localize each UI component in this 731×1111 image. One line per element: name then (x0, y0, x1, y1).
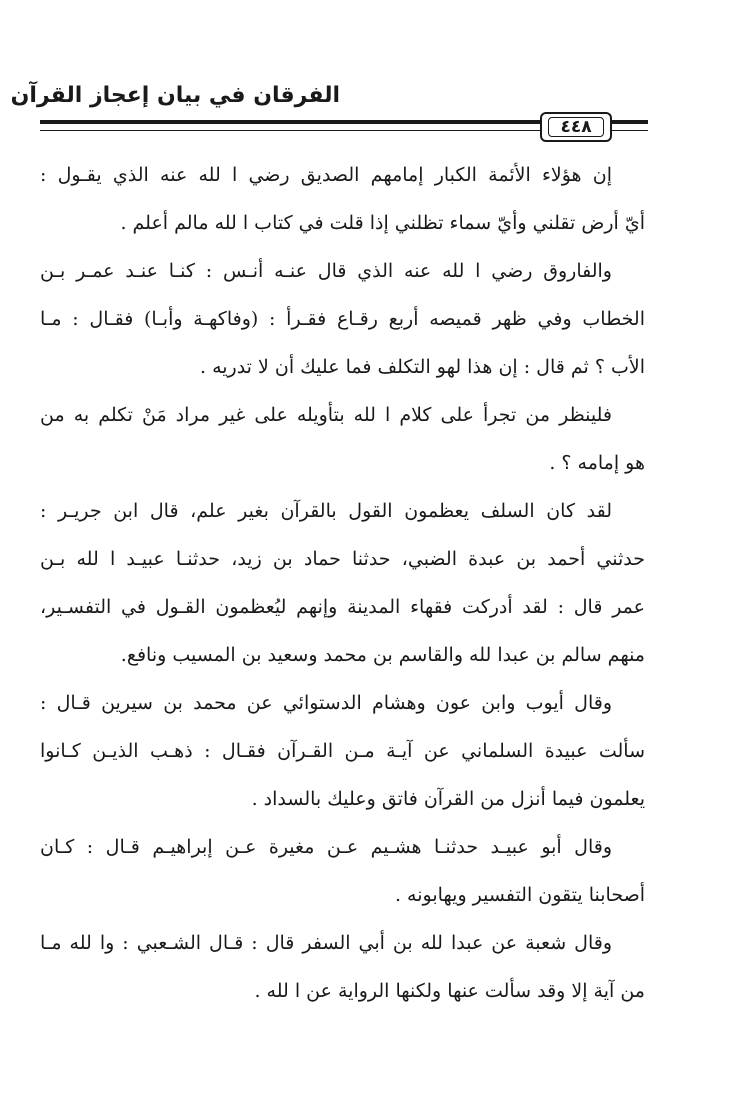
text-line: عمر قال : لقد أدركت فقهاء المدينة وإنهم ليُعظمون القـول في التفسـير، (40, 596, 645, 618)
running-header-title: الفرقان في بيان إعجاز القرآن (10, 83, 340, 108)
page-number: ٤٤٨ (548, 117, 604, 137)
text-line: لقد كان السلف يعظمون القول بالقرآن بغير علم، قال ابن جريـر : (40, 500, 612, 522)
text-line: وقال أبو عبيـد حدثنـا هشـيم عـن مغيرة عـن إبراهيـم قـال : كـان (40, 836, 612, 858)
text-line: إن هؤلاء الأئمة الكبار إمامهم الصديق رضي ا لله عنه الذي يقـول : (40, 164, 612, 186)
text-line: الخطاب وفي ظهر قميصه أربع رقـاع فقـرأ : (وفاكهـة وأبـا) فقـال : مـا (40, 308, 645, 330)
text-line: وقال أيوب وابن عون وهشام الدستوائي عن محمد بن سيرين قـال : (40, 692, 612, 714)
text-line: من آية إلا وقد سألت عنها ولكنها الرواية عن ا لله . (254, 980, 645, 1002)
page-number-badge (540, 112, 612, 142)
text-line: سألت عبيدة السلماني عن آيـة مـن القـرآن فقـال : ذهـب الذيـن كـانوا (40, 740, 645, 762)
text-line: أصحابنا يتقون التفسير ويهابونه . (394, 884, 645, 906)
text-line: حدثني أحمد بن عبدة الضبي، حدثنا حماد بن زيد، حدثنـا عبيـد ا لله بـن (40, 548, 645, 570)
text-line: والفاروق رضي ا لله عنه الذي قال عنـه أنـس : كنـا عنـد عمـر بـن (40, 260, 612, 282)
text-line: منهم سالم بن عبدا لله والقاسم بن محمد وسعيد بن المسيب ونافع. (120, 644, 645, 666)
text-line: يعلمون فيما أنزل من القرآن فاتق وعليك بالسداد . (251, 788, 645, 810)
text-line: وقال شعبة عن عبدا لله بن أبي السفر قال : قـال الشـعبي : وا لله مـا (40, 932, 612, 954)
header-rule-right (612, 120, 648, 136)
header-rule-left (40, 120, 542, 136)
text-line: هو إمامه ؟ . (549, 452, 645, 474)
text-line: أيّ أرض تقلني وأيّ سماء تظلني إذا قلت في كتاب ا لله مالم أعلم . (120, 212, 645, 234)
text-line: الأب ؟ ثم قال : إن هذا لهو التكلف فما عليك أن لا تدريه . (199, 356, 645, 378)
text-line: فلينظر من تجرأ على كلام ا لله بتأويله على غير مراد مَنْ تكلم به من (40, 404, 612, 426)
